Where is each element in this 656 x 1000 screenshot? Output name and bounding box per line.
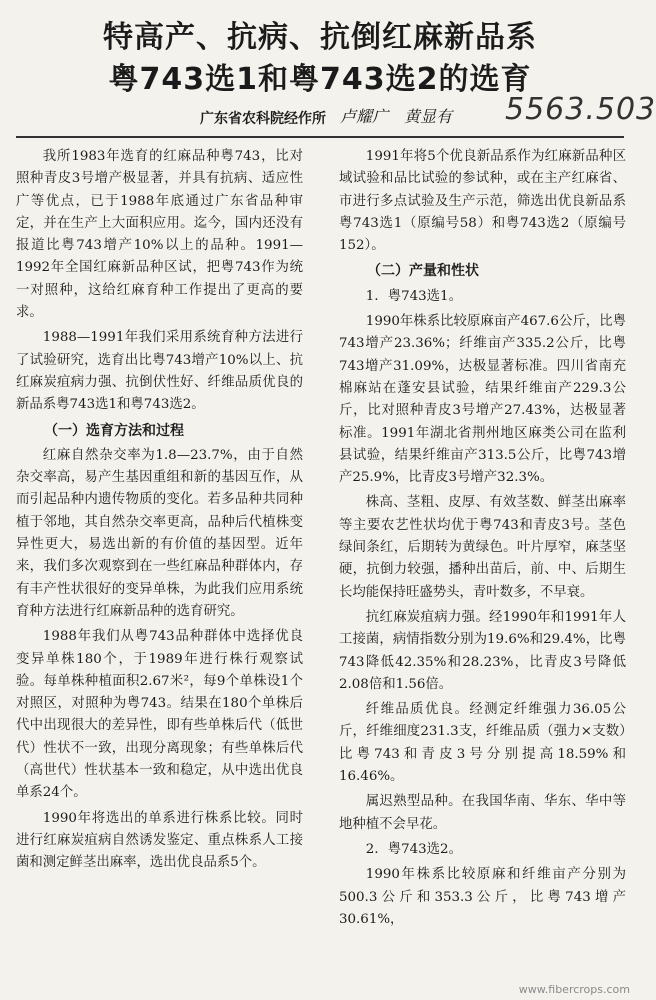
paragraph: 株高、茎粗、皮厚、有效茎数、鲜茎出麻率等主要农艺性状均优于粤743和青皮3号。茎色绿间条红，后期转为黄绿色。叶片厚窄，麻茎坚硬，抗倒力较强，播种出苗后，前、中、后期生长均能保持旺盛势头，青叶数多，不早衰。 (339, 495, 626, 600)
paragraph: 纤维品质优良。经测定纤维强力36.05公斤，纤维细度231.3支，纤维品质（强力×支数）比粤743和青皮3号分别提高18.59%和16.46%。 (339, 702, 626, 785)
subsection-heading: 2．粤743选2。 (365, 841, 462, 857)
left-column (16, 146, 303, 878)
paragraph: 属迟熟型品种。在我国华南、华东、华中等地种植不会早花。 (339, 794, 626, 832)
paragraph: 1990年株系比较原麻亩产467.6公斤，比粤743增产23.36%；纤维亩产335.2公斤，比粤743增产31.09%，达极显著标准。四川省南充棉麻站在蓬安县试验，结果纤维亩产229.3公斤，比对照种青皮3号增产27.43%，达极显著标准。1991年湖北省荆州地区麻类公司在监利县试验，结果纤维亩产313.5公斤，比粤743增产25.9%，比青皮3号增产32.3%。 (339, 314, 626, 486)
section-heading: （一）选育方法和过程 (44, 422, 184, 439)
right-column (339, 146, 626, 934)
paragraph: 我所1983年选育的红麻品种粤743，比对照种青皮3号增产极显著，并具有抗病、适应性广等优点，已于1988年底通过广东省品种审定，并在生产上大面积应用。迄今，国内还没有报道比粤743增产10%以上的品种。1991—1992年全国红麻新品种区试，把粤743作为统一对照种，这给红麻育种工作提出了更高的要求。 (16, 149, 303, 321)
paragraph: 1991年将5个优良新品系作为红麻新品种区域试验和品比试验的参试种，或在主产红麻省、市进行多点试验及生产示范，筛选出优良新品系粤743选1（原编号58）和粤743选2（原编号152）。 (339, 149, 626, 254)
paragraph: 1988—1991年我们采用系统育种方法进行了试验研究，选育出比粤743增产10%以上、抗红麻炭疽病力强、抗倒伏性好、纤维品质优良的新品系粤743选1和粤743选2。 (16, 330, 303, 413)
author-2: 黄显有 (404, 107, 453, 126)
author-1: 卢耀广 (340, 107, 389, 126)
header-rule (16, 136, 624, 138)
paragraph: 抗红麻炭疽病力强。经1990年和1991年人工接菌，病情指数分别为19.6%和29.4%，比粤743降低42.35%和28.23%，比青皮3号降低2.08倍和1.56倍。 (339, 609, 626, 692)
section-heading: （二）产量和性状 (367, 263, 479, 280)
subsection-heading: 1．粤743选1。 (365, 288, 462, 304)
title-line-2: 粤743选1和粤743选2的选育 (108, 62, 532, 97)
paragraph: 1990年将选出的单系进行株系比较。同时进行红麻炭疽病自然诱发鉴定、重点株系人工接菌和测定鲜茎出麻率，选出优良品系5个。 (16, 810, 303, 871)
handwritten-note: 5563.503 (505, 92, 656, 127)
watermark: www.fibercrops.com (518, 983, 630, 996)
paragraph: 1990年株系比较原麻和纤维亩产分别为500.3公斤和353.3公斤，比粤743增产30.61%， (339, 867, 626, 927)
title-line-1: 特高产、抗病、抗倒红麻新品系 (103, 20, 537, 55)
paragraph: 1988年我们从粤743品种群体中选择优良变异单株180个，于1989年进行株行观察试验。每单株种植面积2.67米²，每9个单株设1个对照区，对照种为粤743。结果在180个单株后代中出现很大的差异性，即有些单株后代（低世代）性状不一致，出现分离现象；有些单株后代（高世代）性状基本一致和稳定，从中选出优良单系24个。 (16, 629, 303, 801)
affiliation: 广东省农科院经作所 (200, 111, 326, 127)
paragraph: 红麻自然杂交率为1.8—23.7%，由于自然杂交率高，易产生基因重组和新的基因互作，从而引起品种内遗传物质的变化。若多品种共同种植于邻地，其自然杂交率更高，品种后代植株变异性更大，易选出新的有价值的基因型。近年来，我们多次观察到在一些红麻品种群体内，存有丰产性状很好的变异单株，为此我们应用系统育种方法进行红麻新品种的选育研究。 (16, 447, 303, 619)
